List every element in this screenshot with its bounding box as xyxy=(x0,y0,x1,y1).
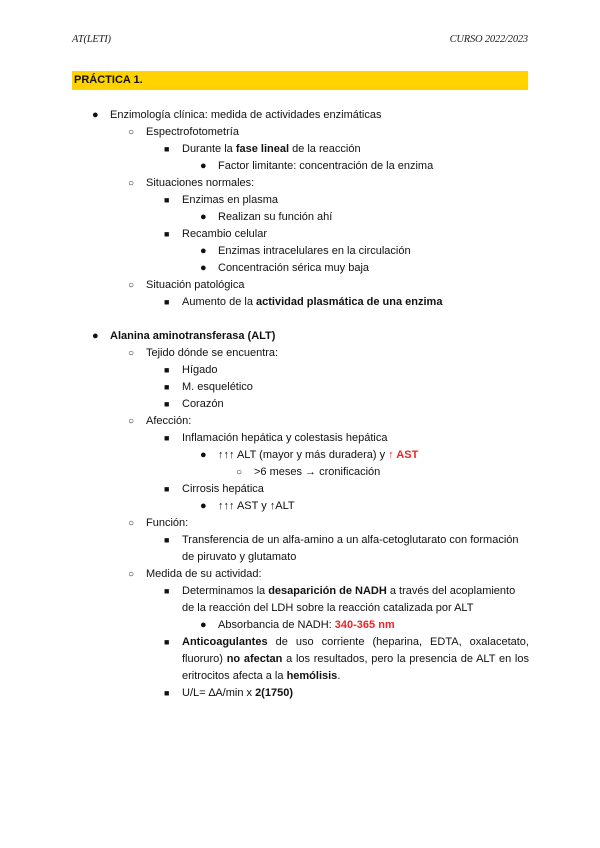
square-bullet-icon: ■ xyxy=(164,195,170,205)
list-item-l2 xyxy=(0,124,600,141)
circle-bullet-icon: ○ xyxy=(128,280,135,291)
item-text: Durante la xyxy=(182,143,236,155)
item-text: Enzimas intracelulares en la circulación xyxy=(218,245,411,257)
disc-bullet-icon: ● xyxy=(200,500,207,512)
item-red-text: 340-365 nm xyxy=(334,619,395,631)
item-bold-text: hemólisis xyxy=(286,670,338,682)
list-item-afeccion xyxy=(0,413,600,430)
disc-bullet-icon: ● xyxy=(200,245,207,257)
square-bullet-icon: ■ xyxy=(164,535,170,545)
item-text: Inflamación hepática y colestasis hepática xyxy=(182,432,388,444)
item-bold-text: 2(1750) xyxy=(255,687,293,699)
item-text: U/L= ∆A/min x xyxy=(182,687,256,699)
list-item-alt-title xyxy=(0,328,600,345)
item-text: de uso corriente (heparina, EDTA, oxalacetato, fluoruro) xyxy=(182,636,529,665)
square-bullet-icon: ■ xyxy=(164,637,170,647)
circle-bullet-icon: ○ xyxy=(128,127,135,138)
circle-bullet-icon: ○ xyxy=(236,467,243,478)
list-item-l4 xyxy=(0,158,600,175)
item-text: Realizan su función ahí xyxy=(218,211,333,223)
list-item-l3 xyxy=(0,141,600,158)
list-item-ast-alt xyxy=(0,498,600,515)
item-text: Determinamos la xyxy=(182,585,269,597)
item-text: Medida de su actividad: xyxy=(146,568,262,580)
list-item-higado xyxy=(0,362,600,379)
list-item-l8 xyxy=(0,226,600,243)
list-item-l12 xyxy=(0,294,600,311)
circle-bullet-icon: ○ xyxy=(128,178,135,189)
list-item-l6 xyxy=(0,192,600,209)
list-item-corazon xyxy=(0,396,600,413)
disc-bullet-icon: ● xyxy=(92,109,99,121)
circle-bullet-icon: ○ xyxy=(128,569,135,580)
disc-bullet-icon: ● xyxy=(200,619,207,631)
disc-bullet-icon: ● xyxy=(200,262,207,274)
list-item-l10 xyxy=(0,260,600,277)
item-text: Hígado xyxy=(182,364,218,376)
item-bold-text: Alanina aminotransferasa (ALT) xyxy=(110,330,276,342)
item-text: Enzimas en plasma xyxy=(182,194,278,206)
item-text: Afección: xyxy=(146,415,192,427)
item-text: Aumento de la xyxy=(182,296,256,308)
item-red-text: ↑ AST xyxy=(388,449,419,461)
list-item-tejido xyxy=(0,345,600,362)
item-text: Transferencia de un alfa-amino a un alfa-cetoglutarato con formación de piruvato y glutamato xyxy=(182,534,519,563)
item-text: a los resultados, pero la presencia de ALT en los eritrocitos afecta a la xyxy=(182,653,529,682)
square-bullet-icon: ■ xyxy=(164,399,170,409)
item-bold-text: actividad plasmática de una enzima xyxy=(256,296,443,308)
disc-bullet-icon: ● xyxy=(200,449,207,461)
list-item-nadh xyxy=(164,583,529,617)
item-text: Situaciones normales: xyxy=(146,177,255,189)
disc-bullet-icon: ● xyxy=(200,160,207,172)
list-item-l5 xyxy=(0,175,600,192)
square-bullet-icon: ■ xyxy=(164,586,170,596)
square-bullet-icon: ■ xyxy=(164,144,170,154)
header-right: CURSO 2022/2023 xyxy=(449,34,528,45)
item-text: ↑↑↑ AST y ↑ALT xyxy=(218,500,295,512)
item-text: Enzimología clínica: medida de actividades enzimáticas xyxy=(110,109,382,121)
item-text: M. esquelético xyxy=(182,381,253,393)
item-bold-text: no afectan xyxy=(226,653,283,665)
spacer xyxy=(0,311,600,328)
item-text: Función: xyxy=(146,517,189,529)
item-text: Recambio celular xyxy=(182,228,267,240)
list-item-anticoagulantes xyxy=(164,634,529,685)
item-text: Factor limitante: concentración de la enzima xyxy=(218,160,434,172)
list-item-cirrosis xyxy=(0,481,600,498)
list-item-cronificacion xyxy=(0,464,600,481)
circle-bullet-icon: ○ xyxy=(128,348,135,359)
document-body xyxy=(0,107,600,702)
square-bullet-icon: ■ xyxy=(164,297,170,307)
square-bullet-icon: ■ xyxy=(164,433,170,443)
square-bullet-icon: ■ xyxy=(164,484,170,494)
item-bold-text: desaparición de NADH xyxy=(268,585,387,597)
list-item-funcion xyxy=(0,515,600,532)
list-item-musculo xyxy=(0,379,600,396)
item-text: . xyxy=(337,670,341,682)
disc-bullet-icon: ● xyxy=(200,211,207,223)
section-title: PRÁCTICA 1. xyxy=(72,71,528,90)
circle-bullet-icon: ○ xyxy=(128,416,135,427)
item-text: Situación patológica xyxy=(146,279,245,291)
list-item-transferencia xyxy=(164,532,529,566)
square-bullet-icon: ■ xyxy=(164,688,170,698)
item-text: Concentración sérica muy baja xyxy=(218,262,370,274)
item-text: ↑↑↑ ALT (mayor y más duradera) y xyxy=(218,449,389,461)
list-item-l9 xyxy=(0,243,600,260)
list-item-formula xyxy=(0,685,600,702)
list-item-alt-ast xyxy=(0,447,600,464)
item-text: Tejido dónde se encuentra: xyxy=(146,347,279,359)
square-bullet-icon: ■ xyxy=(164,382,170,392)
square-bullet-icon: ■ xyxy=(164,229,170,239)
item-text: Corazón xyxy=(182,398,224,410)
item-text: >6 meses → cronificación xyxy=(254,466,381,478)
disc-bullet-icon: ● xyxy=(92,330,99,342)
list-item-l11 xyxy=(0,277,600,294)
circle-bullet-icon: ○ xyxy=(128,518,135,529)
item-text: a través del acoplamiento de la reacción del LDH sobre la reacción catalizada por ALT xyxy=(182,585,516,614)
item-bold-text: fase lineal xyxy=(235,143,290,155)
list-item-medida xyxy=(0,566,600,583)
list-item-absorbancia xyxy=(0,617,600,634)
list-item-l7 xyxy=(0,209,600,226)
item-text: Cirrosis hepática xyxy=(182,483,264,495)
square-bullet-icon: ■ xyxy=(164,365,170,375)
header-left: AT(LETI) xyxy=(72,34,111,45)
item-bold-text: Anticoagulantes xyxy=(182,636,268,648)
item-text: Absorbancia de NADH: xyxy=(218,619,335,631)
list-item-inflamacion xyxy=(0,430,600,447)
item-text: de la reacción xyxy=(289,143,361,155)
item-text: Espectrofotometría xyxy=(146,126,239,138)
list-item-l1 xyxy=(0,107,600,124)
